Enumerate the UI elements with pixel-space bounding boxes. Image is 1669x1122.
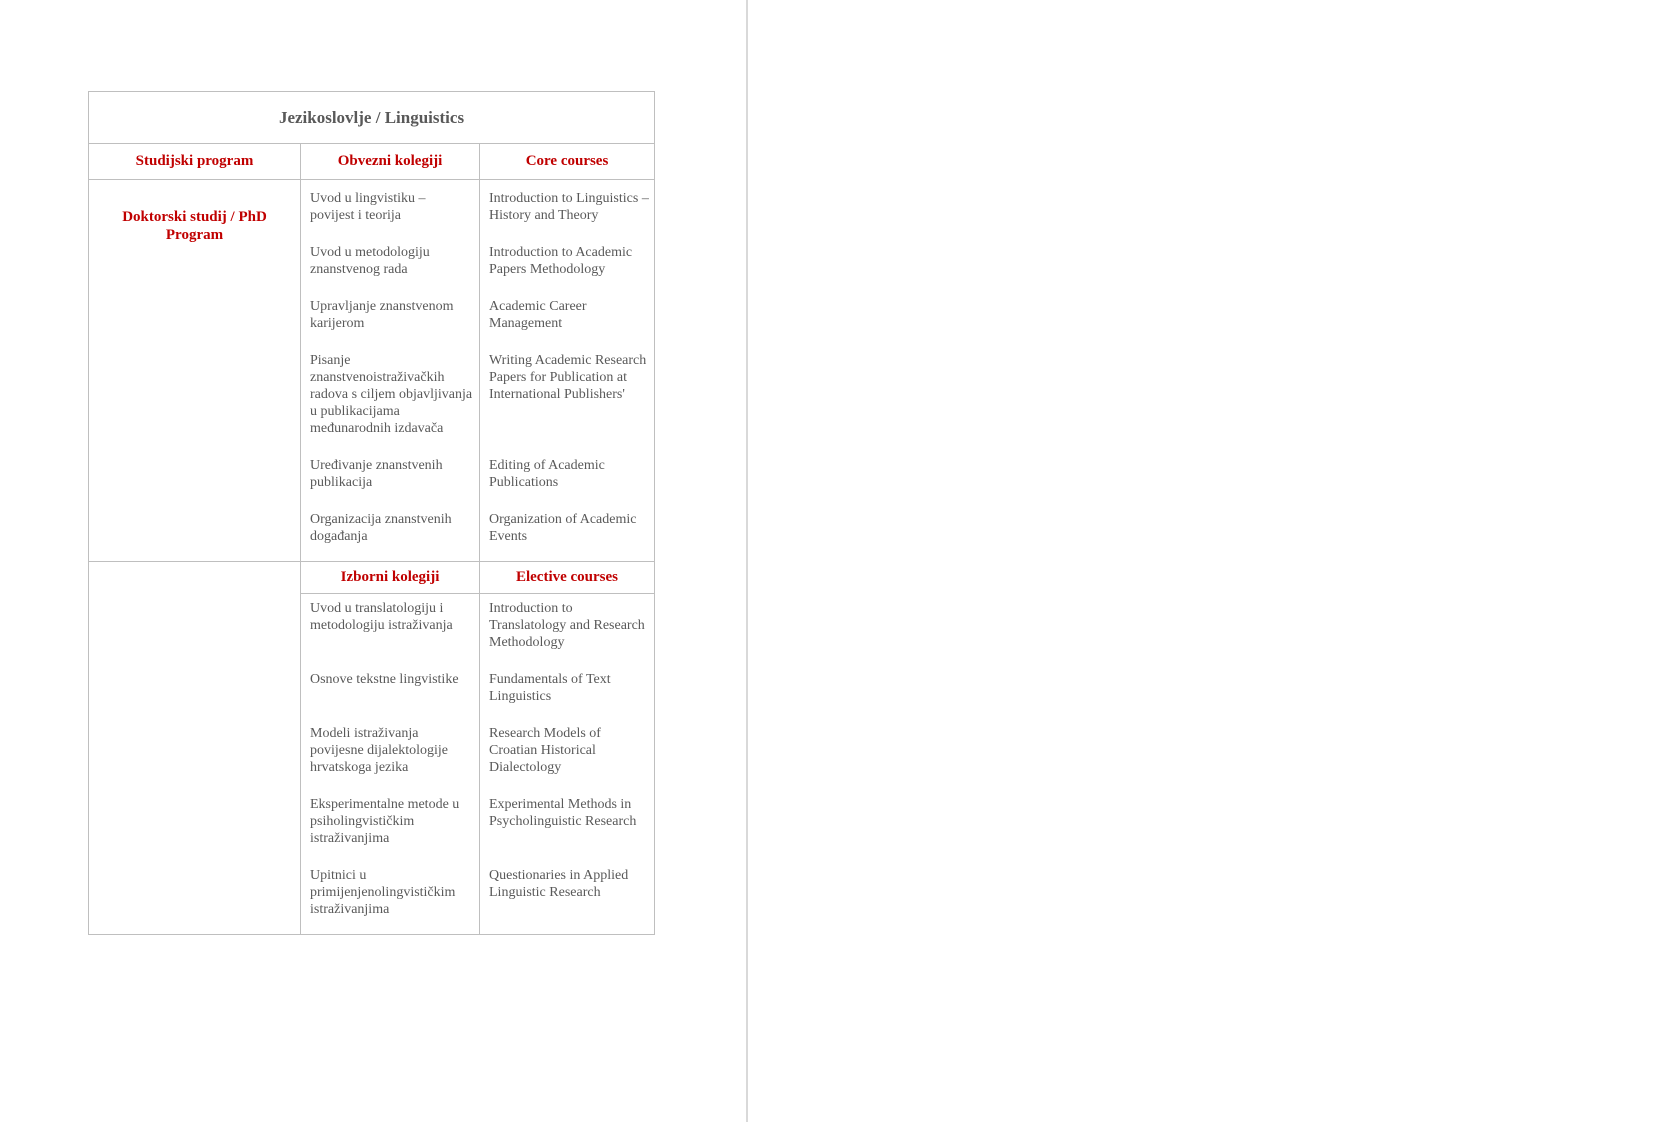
course-title-hr: Organizacija znanstvenih događanja [301, 511, 480, 561]
elective-header-hr: Izborni kolegiji [301, 561, 480, 594]
course-title-hr: Pisanje znanstvenoistraživačkih radova s ciljem objavljivanja u publikacijama međunarodnih izdavača [301, 352, 480, 457]
course-title-hr: Uvod u lingvistiku – povijest i teorija [301, 180, 480, 244]
column-header-study-program: Studijski program [89, 144, 301, 180]
course-title-en: Introduction to Translatology and Research Methodology [489, 601, 645, 650]
course-title-en: Editing of Academic Publications [489, 458, 605, 490]
course-title-hr: Upitnici u primijenjenolingvističkim istraživanjima [301, 867, 480, 934]
table-title: Jezikoslovlje / Linguistics [89, 92, 654, 144]
linguistics-course-table [88, 91, 655, 935]
course-title-en: Questionaries in Applied Linguistic Research [489, 868, 629, 900]
empty-program-cell [89, 561, 301, 934]
course-title-en: Writing Academic Research Papers for Publication at International Publishers' [489, 353, 647, 402]
course-title-hr: Uređivanje znanstvenih publikacija [301, 457, 480, 511]
column-header-mandatory-courses: Obvezni kolegiji [301, 144, 480, 180]
elective-header-en: Elective courses [480, 561, 654, 594]
column-header-core-courses: Core courses [480, 144, 654, 180]
course-title-en: Fundamentals of Text Linguistics [489, 672, 611, 704]
course-title-en: Research Models of Croatian Historical Dialectology [489, 726, 601, 775]
course-title-en: Introduction to Linguistics – History and Theory [489, 191, 649, 223]
course-title-hr: Uvod u metodologiju znanstvenog rada [301, 244, 480, 298]
course-title-hr: Upravljanje znanstvenom karijerom [301, 298, 480, 352]
course-title-hr: Uvod u translatologiju i metodologiju istraživanja [301, 594, 480, 671]
program-name: Doktorski studij / PhD Program [89, 180, 301, 561]
course-title-en: Academic Career Management [489, 299, 587, 331]
course-title-en: Introduction to Academic Papers Methodology [489, 245, 633, 277]
course-title-hr: Modeli istraživanja povijesne dijalektologije hrvatskoga jezika [301, 725, 480, 796]
course-title-en: Experimental Methods in Psycholinguistic Research [489, 797, 637, 829]
course-title-en: Organization of Academic Events [489, 512, 637, 544]
course-title-hr: Osnove tekstne lingvistike [301, 671, 480, 725]
page-boundary-line [746, 0, 748, 1122]
course-title-hr: Eksperimentalne metode u psiholingvističkim istraživanjima [301, 796, 480, 867]
